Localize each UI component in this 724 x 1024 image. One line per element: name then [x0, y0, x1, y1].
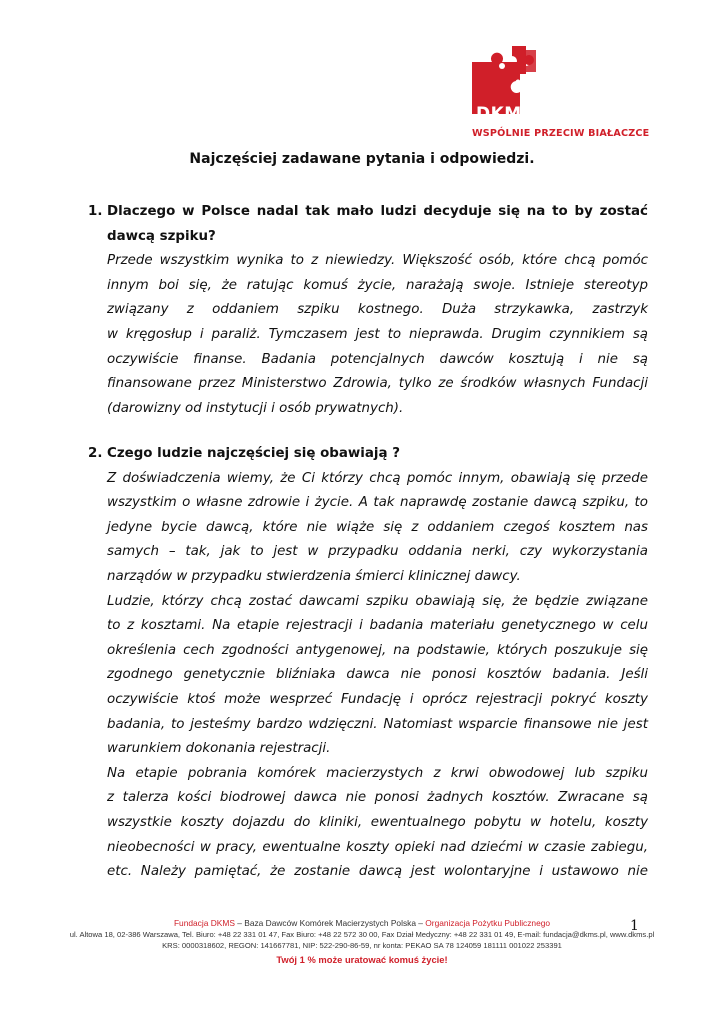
answer-line: nieobecności w pracy, ewentualne koszty opieki nad dziećmi w czasie zabiegu, — [107, 839, 648, 855]
question-heading — [88, 442, 648, 467]
answer-line: Na etapie pobrania komórek macierzystych z krwi obwodowej lub szpiku — [107, 765, 648, 781]
logo-slogan: WSPÓLNIE PRZECIW BIAŁACZCE — [472, 128, 650, 139]
question-heading — [88, 200, 648, 249]
footer-org-status: Organizacja Pożytku Publicznego — [425, 918, 551, 928]
answer-line: to z kosztami. Na etapie rejestracji i badania materiału genetycznego w celu — [107, 618, 648, 634]
answer-line: wszystkie koszty dojazdu do kliniki, ewentualnego pobytu w hotelu, koszty — [107, 814, 648, 830]
answer-line: etc. Należy pamiętać, że zostanie dawcą jest wolontaryjne i ustawowo nie — [107, 864, 648, 880]
question-2 — [88, 442, 648, 885]
answer-line: związany z oddaniem szpiku kostnego. Duża strzykawka, zastrzyk — [107, 302, 648, 318]
footer-registry-line: KRS: 0000318602, REGON: 141667781, NIP: 522-290-86-59, nr konta: PEKAO SA 78 124059 181111 001022 253391 — [162, 941, 562, 950]
question-text: Dlaczego w Polsce nadal tak mało ludzi decyduje się na to by zostać dawcą szpiku? — [107, 204, 648, 244]
logo-text: DKMS — [476, 104, 535, 124]
answer-text — [107, 249, 648, 421]
question-number: 1. — [88, 204, 103, 219]
answer-line: narządów w przypadku stwierdzenia śmierci klinicznej dawcy. — [107, 568, 521, 584]
answer-line: badania, to jesteśmy bardzo wdzięczni. Natomiast wsparcie finansowe nie jest — [107, 716, 648, 732]
answer-line: jedyne bycie dawcą, które nie wiąże się z oddaniem czegoś kosztem nas — [107, 519, 648, 535]
answer-line: oczywiście finanse. Badania potencjalnych dawców kosztują i nie są — [107, 351, 648, 367]
answer-line: określenia cech zgodności antygenowej, na podstawie, których poszukuje się — [107, 642, 648, 658]
footer-contact-line: ul. Altowa 18, 02-386 Warszawa, Tel. Biuro: +48 22 331 01 47, Fax Biuro: +48 22 572 30 00, Fax Dział Medyczny: +48 22 331 01 49, E-mail: fundacja@dkms.pl, www.dkms.pl — [69, 930, 655, 939]
footer-slogan: Twój 1 % może uratować komuś życie! — [276, 954, 448, 965]
dkms-logo — [462, 44, 650, 144]
page-number: 1 — [630, 918, 639, 934]
answer-line: wszystkim o własne zdrowie i życie. A tak naprawdę zostanie dawcą szpiku, to — [107, 495, 648, 511]
answer-line: Ludzie, którzy chcą zostać dawcami szpiku obawiają się, że będzie związane — [107, 593, 648, 609]
answer-line: oczywiście ktoś może wesprzeć Fundację i oprócz rejestracji pokryć koszty — [107, 691, 648, 707]
answer-line: warunkiem dokonania rejestracji. — [107, 741, 331, 757]
footer-organization-line — [0, 918, 724, 929]
answer-line: z talerza kości biodrowej dawca nie ponosi żadnych kosztów. Zwracane są — [107, 790, 648, 806]
answer-line: innym boi się, że ratując komuś życie, narażają swoje. Istnieje stereotyp — [107, 277, 648, 293]
footer-org-name: Fundacja DKMS — [173, 918, 235, 928]
document-title: Najczęściej zadawane pytania i odpowiedzi. — [189, 151, 535, 167]
answer-line: zgodnego genetycznie bliźniaka dawca nie ponosi kosztów badania. Jeśli — [107, 667, 648, 683]
footer-org-desc: – Baza Dawców Komórek Macierzystych Polska – — [234, 918, 426, 928]
answer-line: w kręgosłup i paraliż. Tymczasem jest to nieprawda. Drugim czynnikiem są — [107, 326, 648, 342]
answer-text — [107, 467, 648, 885]
question-number: 2. — [88, 446, 103, 461]
answer-line: Przede wszystkim wynika to z niewiedzy. Większość osób, które chcą pomóc — [107, 253, 648, 269]
question-1 — [88, 200, 648, 421]
footer — [0, 918, 724, 967]
answer-line: Z doświadczenia wiemy, że Ci którzy chcą pomóc innym, obawiają się przede — [107, 470, 648, 486]
question-text: Czego ludzie najczęściej się obawiają ? — [107, 446, 400, 461]
answer-line: finansowane przez Ministerstwo Zdrowia, tylko ze środków własnych Fundacji — [107, 376, 648, 392]
answer-line: (darowizny od instytucji i osób prywatnych). — [107, 400, 404, 416]
answer-line: samych – tak, jak to jest w przypadku oddania nerki, czy wykorzystania — [107, 544, 648, 560]
